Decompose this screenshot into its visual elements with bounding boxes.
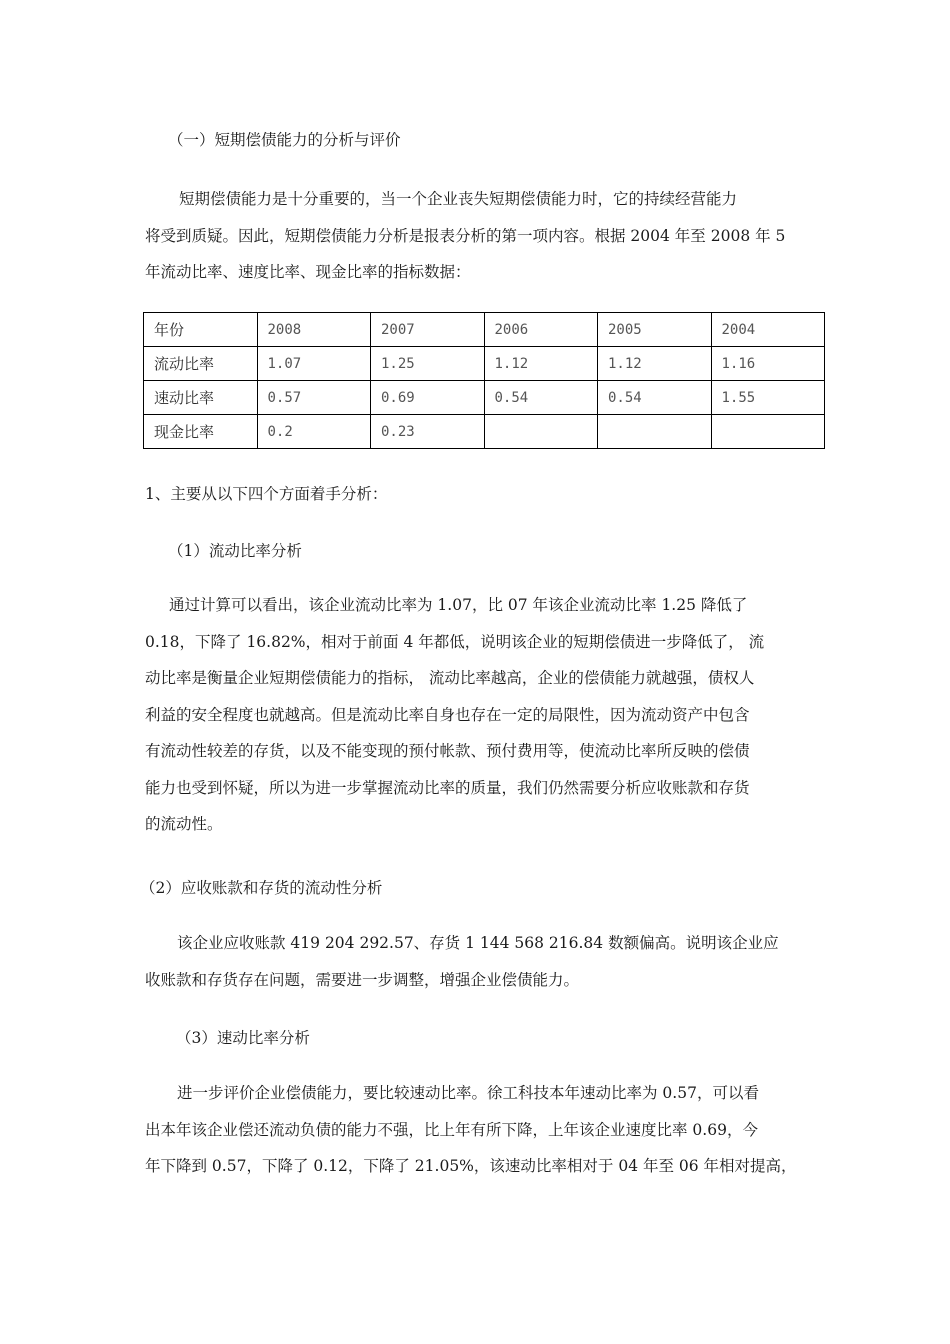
table-cell: 2008 xyxy=(257,313,371,347)
table-cell xyxy=(484,415,598,449)
intro-line: 年流动比率、速度比率、现金比率的指标数据： xyxy=(145,263,471,281)
body-line: 收账款和存货存在问题，需要进一步调整，增强企业偿债能力。 xyxy=(145,970,580,989)
table-cell: 0.54 xyxy=(484,381,598,415)
table-header-row xyxy=(144,313,825,347)
subsection-heading: （3）速动比率分析 xyxy=(176,1029,310,1047)
subsection-heading: （2）应收账款和存货的流动性分析 xyxy=(140,879,383,897)
body-line: 通过计算可以看出，该企业流动比率为 1.07，比 07 年该企业流动比率 1.25 降低了 xyxy=(169,596,748,614)
body-line: 0.18，下降了 16.82%，相对于前面 4 年都低，说明该企业的短期偿债进一步降低了， 流 xyxy=(145,632,765,651)
table-cell: 速动比率 xyxy=(144,381,258,415)
table-cell: 2007 xyxy=(371,313,485,347)
table-cell: 0.69 xyxy=(371,381,485,415)
table-cell: 1.16 xyxy=(711,347,825,381)
table-row xyxy=(144,415,825,449)
table-cell: 1.12 xyxy=(484,347,598,381)
intro-paragraph xyxy=(145,181,810,291)
body-line: 该企业应收账款 419 204 292.57、存货 1 144 568 216.84 数额偏高。说明该企业应 xyxy=(177,934,779,952)
table-cell: 0.54 xyxy=(598,381,712,415)
table-cell: 1.07 xyxy=(257,347,371,381)
body-line: 出本年该企业偿还流动负债的能力不强，比上年有所下降，上年该企业速度比率 0.69，今 xyxy=(145,1120,758,1139)
table-cell: 1.55 xyxy=(711,381,825,415)
receivables-paragraph xyxy=(145,925,810,998)
table-cell: 1.25 xyxy=(371,347,485,381)
subsection-heading: （1）流动比率分析 xyxy=(168,542,302,560)
table-cell: 1.12 xyxy=(598,347,712,381)
section-title: （一）短期偿债能力的分析与评价 xyxy=(168,131,401,149)
table-cell: 年份 xyxy=(144,313,258,347)
table-cell: 2004 xyxy=(711,313,825,347)
body-line: 年下降到 0.57，下降了 0.12，下降了 21.05%，该速动比率相对于 04 年至 06 年相对提高， xyxy=(145,1157,797,1175)
quick-ratio-paragraph xyxy=(145,1075,810,1185)
body-line: 的流动性。 xyxy=(145,815,223,833)
table-cell: 0.2 xyxy=(257,415,371,449)
intro-line: 将受到质疑。因此，短期偿债能力分析是报表分析的第一项内容。根据 2004 年至 2008 年 5 xyxy=(145,226,786,245)
ratio-table xyxy=(143,312,825,449)
body-line: 利益的安全程度也就越高。但是流动比率自身也存在一定的局限性，因为流动资产中包含 xyxy=(145,705,750,724)
table-cell xyxy=(711,415,825,449)
current-ratio-paragraph xyxy=(145,587,810,843)
table-cell: 现金比率 xyxy=(144,415,258,449)
table-cell: 流动比率 xyxy=(144,347,258,381)
table-row xyxy=(144,381,825,415)
body-line: 动比率是衡量企业短期偿债能力的指标， 流动比率越高，企业的偿债能力就越强，债权人 xyxy=(145,669,755,687)
body-line: 进一步评价企业偿债能力，要比较速动比率。徐工科技本年速动比率为 0.57，可以看 xyxy=(177,1084,759,1102)
intro-line: 短期偿债能力是十分重要的，当一个企业丧失短期偿债能力时，它的持续经营能力 xyxy=(179,190,738,208)
table-cell xyxy=(598,415,712,449)
body-line: 能力也受到怀疑，所以为进一步掌握流动比率的质量，我们仍然需要分析应收账款和存货 xyxy=(145,778,750,797)
point-heading: 1、主要从以下四个方面着手分析： xyxy=(145,485,388,503)
table-cell: 2006 xyxy=(484,313,598,347)
table-row xyxy=(144,347,825,381)
table-cell: 0.23 xyxy=(371,415,485,449)
table-cell: 2005 xyxy=(598,313,712,347)
body-line: 有流动性较差的存货，以及不能变现的预付帐款、预付费用等，使流动比率所反映的偿债 xyxy=(145,742,750,760)
table-cell: 0.57 xyxy=(257,381,371,415)
